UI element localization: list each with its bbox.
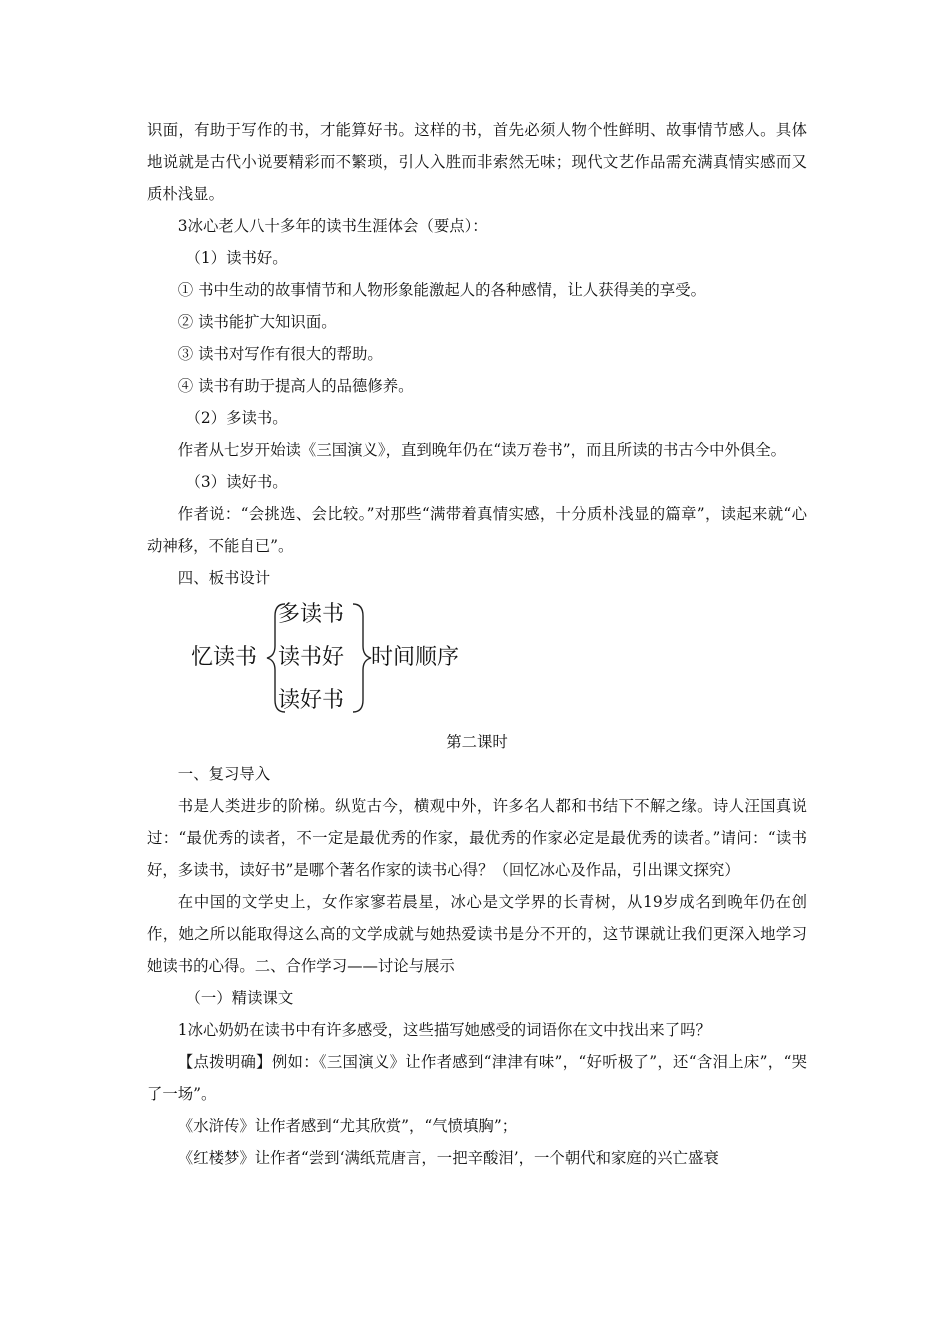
- paragraph: （一）精读课文: [185, 989, 294, 1007]
- section-first-lesson: [147, 114, 807, 594]
- paragraph: ③ 读书对写作有很大的帮助。: [177, 345, 383, 363]
- paragraph: 作者从七岁开始读《三国演义》，直到晚年仍在“读万卷书”，而且所读的书古今中外俱全。: [177, 441, 787, 459]
- paragraph: （3）读好书。: [185, 473, 288, 491]
- paragraph: 一、复习导入: [177, 765, 271, 783]
- paragraph: 识面，有助于写作的书，才能算好书。这样的书，首先必须人物个性鲜明、故事情节感人。具体地说就是古代小说要精彩而不繁琐，引人入胜而非索然无味；现代文艺作品需充满真情实感而又质朴浅显。: [147, 121, 807, 203]
- section-second-lesson: [147, 758, 807, 1174]
- paragraph: ① 书中生动的故事情节和人物形象能激起人的各种感情，让人获得美的享受。: [177, 281, 706, 299]
- board-item-duhaoshu: 读好书: [278, 688, 345, 713]
- paragraph: 【点拨明确】例如：《三国演义》让作者感到“津津有味”，“好听极了”，还“含泪上床”，“哭了一场”。: [147, 1053, 807, 1103]
- paragraph: 1冰心奶奶在读书中有许多感受，这些描写她感受的词语你在文中找出来了吗？: [177, 1021, 711, 1039]
- blackboard-design-diagram: [147, 596, 807, 720]
- paragraph: （1）读书好。: [185, 249, 288, 267]
- paragraph: （2）多读书。: [185, 409, 288, 427]
- board-item-duoshu: 多读书: [278, 602, 345, 627]
- paragraph: 在中国的文学史上，女作家寥若晨星，冰心是文学界的长青树，从19岁成名到晚年仍在创作，她之所以能取得这么高的文学成就与她热爱读书是分不开的，这节课就让我们更深入地学习她读书的心得。二、合作学习——讨论与展示: [147, 893, 807, 975]
- paragraph: 《红楼梦》让作者“尝到‘满纸荒唐言，一把辛酸泪’，一个朝代和家庭的兴亡盛衰: [177, 1149, 719, 1167]
- paragraph: ④ 读书有助于提高人的品德修养。: [177, 377, 414, 395]
- lesson-title: 第二课时: [446, 733, 508, 751]
- paragraph: ② 读书能扩大知识面。: [177, 313, 337, 331]
- right-brace: [353, 604, 371, 712]
- paragraph: 书是人类进步的阶梯。纵览古今，横观中外，许多名人都和书结下不解之缘。诗人汪国真说过：“最优秀的读者，不一定是最优秀的作家，最优秀的作家必定是最优秀的读者。”请问：“读书好，多读书，读好书”是哪个著名作家的读书心得？（回忆冰心及作品，引出课文探究）: [147, 797, 807, 879]
- paragraph: 四、板书设计: [177, 569, 271, 587]
- board-title: 忆读书: [191, 645, 258, 670]
- paragraph: 《水浒传》让作者感到“尤其欣赏”，“气愤填胸”；: [177, 1117, 518, 1135]
- document-body: [147, 114, 807, 1174]
- board-right-label: 时间顺序: [371, 645, 460, 670]
- paragraph: 作者说：“会挑选、会比较。”对那些“满带着真情实感，十分质朴浅显的篇章”，读起来就“心动神移，不能自已”。: [147, 505, 807, 555]
- paragraph: 3冰心老人八十多年的读书生涯体会（要点）：: [177, 217, 488, 235]
- board-item-dushuhao: 读书好: [278, 645, 345, 670]
